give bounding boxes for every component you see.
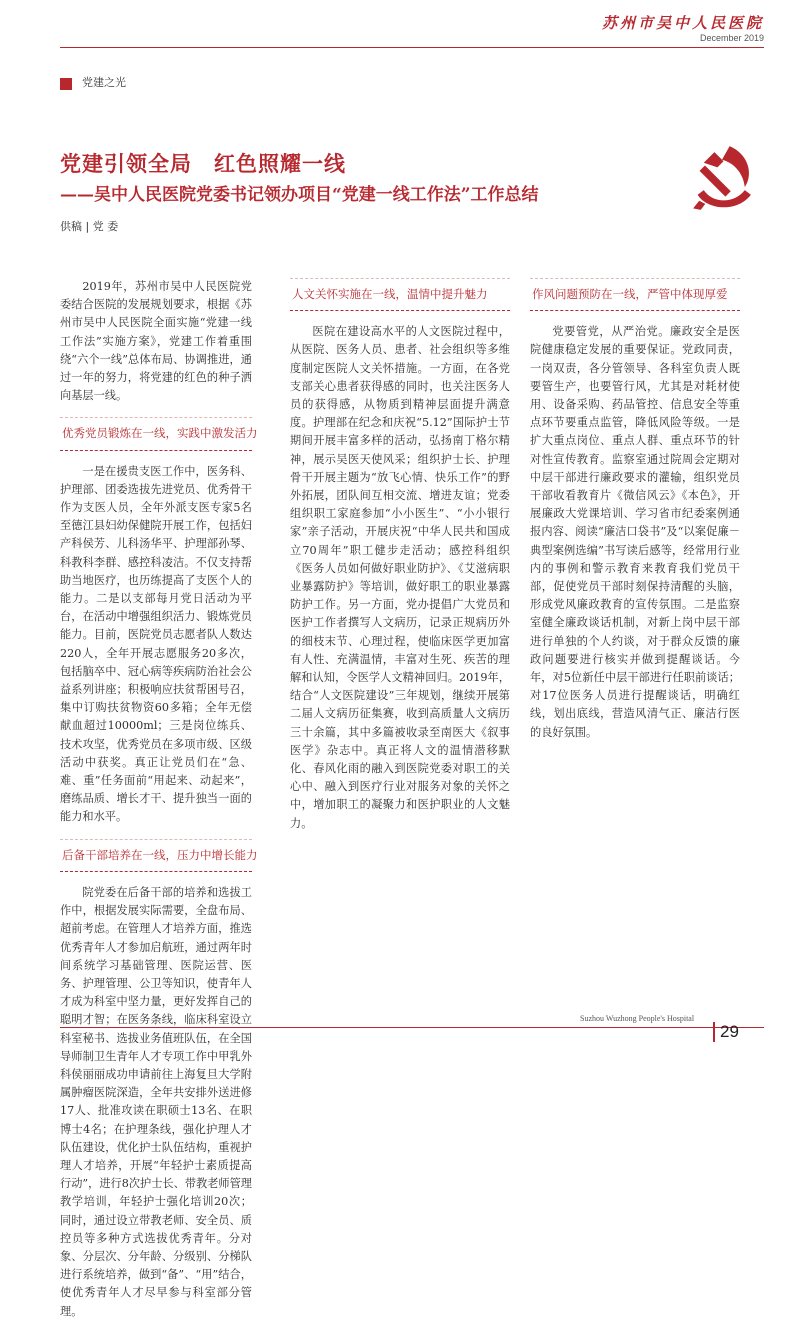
hospital-name: 苏州市吴中人民医院 [601, 14, 764, 32]
column-3 [530, 278, 740, 742]
column-1 [60, 278, 258, 1318]
section-4-paragraph: 党要管党，从严治党。廉政安全是医院健康稳定发展的重要保证。党政同责，一岗双责，各分管领导、各科室负责人既要管生产，也要管行风，尤其是对耗材使用、设备采购、药品管控、信息安全等重点环节要重点监管，降低风险等级。一是扩大重点岗位、重点人群、重点环节的针对性宣传教育。监察室通过院周会定期对中层干部进行廉政要求的灌输，组织党员干部收看教育片《微信风云》《本色》，开展廉政大党课培训、学习省市纪委案例通报内容、阅读“廉洁口袋书”及“以案促廉－典型案例选编”书写读后感等，经常用行业内的事例和警示教育来教育我们党员干部，促使党员干部时刻保持清醒的头脑，形成党风廉政教育的宣传氛围。二是监察室健全廉政谈话机制，对新上岗中层干部进行单独的个人约谈，对于群众反馈的廉政问题要进行核实并做到提醒谈话。今年，对5位新任中层干部进行任职前谈话；对17位医务人员进行提醒谈话，明确红线，划出底线，营造风清气正、廉洁行医的良好氛围。 [530, 325, 740, 739]
column-2 [290, 278, 510, 833]
footer-publication: Suzhou Wuzhong People's Hospital [580, 1014, 695, 1023]
section-heading-2: 后备干部培养在一线，压力中增长能力 [60, 839, 252, 872]
footer-rule [60, 1027, 764, 1028]
section-name: 党建之光 [82, 76, 126, 89]
section-3-paragraph: 医院在建设高水平的人文医院过程中，从医院、医务人员、患者、社会组织等多维度制定医院人文关怀措施。一方面，在各党支部关心患者获得感的同时，也关注医务人员的获得感，从物质到精神层面提升满意度。护理部在纪念和庆祝“5.12”国际护士节期间开展丰富多样的活动，弘扬南丁格尔精神，展示吴医天使风采；组织护士长、护理骨干开展主题为“放飞心情、快乐工作”的野外拓展，团队间互相交流、增进友谊；党委组织职工家庭参加“小小医生”、“小小银行家”亲子活动，开展庆祝“中华人民共和国成立70周年”职工健步走活动；感控科组织《医务人员如何做好职业防护》、《艾滋病职业暴露防护》等培训，做好职工的职业暴露防护工作。另一方面，党办提倡广大党员和医护工作者撰写人文病历，记录正规病历外的细枝末节、心理过程，使临床医学更加富有人性、充满温情，丰富对生死、疾苦的理解和认知，令医学人文精神回归。2019年，结合“人文医院建设”三年规划，继续开展第二届人文病历征集赛，收到高质量人文病历三十余篇，其中多篇被收录至南医大《叙事医学》杂志中。真正将人文的温情潜移默化、春风化雨的融入到医院党委对职工的关心中、融入到医疗行业对服务对象的关怀之中，增加职工的凝聚力和医护职业的人文魅力。 [290, 325, 510, 830]
section-marker [60, 78, 72, 90]
intro-paragraph: 2019年，苏州市吴中人民医院党委结合医院的发展规划要求，根据《苏州市吴中人民医院全面实施“党建一线工作法”实施方案》，党建工作着重围绕“六个一线”总体布局、协调推进，通过一年的努力，将党建的红色的种子洒向基层一线。 [60, 280, 252, 403]
section-heading-3: 人文关怀实施在一线，温情中提升魅力 [290, 278, 510, 311]
party-emblem-icon [684, 140, 760, 216]
section-1-paragraph: 一是在援贵支医工作中，医务科、护理部、团委选拔先进党员、优秀骨干作为支医人员，全年外派支医专家5名至德江县妇幼保健院开展工作，包括妇产科侯芳、儿科汤华平、护理部孙琴、科教科李群、感控科凌洁。不仅支持帮助当地医疗，也历练提高了支医个人的能力。二是以支部每月党日活动为平台，在活动中增强组织活力、锻炼党员能力。目前，医院党员志愿者队人数达220人，全年开展志愿服务20多次，包括脑卒中、冠心病等疾病防治社会公益系列讲座；积极响应扶贫帮困号召，集中订购扶贫物资60多箱；全年无偿献血超过10000ml；三是岗位练兵、技术攻坚，优秀党员在多项市级、区级活动中获奖。真正让党员们在“急、难、重”任务面前“用起来、动起来”，磨练品质、增长才干、提升独当一面的能力和水平。 [60, 464, 252, 824]
page-number-bar [713, 1022, 715, 1042]
section-heading-1: 优秀党员锻炼在一线，实践中激发活力 [60, 417, 252, 450]
header-rule [60, 47, 764, 48]
section-2-paragraph: 院党委在后备干部的培养和选拔工作中，根据发展实际需要，全盘布局、超前考虑。在管理人才培养方面，推选优秀青年人才参加启航班，通过两年时间系统学习基础管理、医院运营、医务、护理管理、公卫等知识，使青年人才成为科室中坚力量，更好发挥自己的聪明才智；在医务条线，临床科室设立科室秘书、选拔业务值班队伍，在全国导师制卫生青年人才专项工作中甲乳外科侯丽丽成功申请前往上海复旦大学附属肿瘤医院深造，全年共安排外送进修17人、批准攻读在职硕士13名、在职博士4名；在护理条线，强化护理人才队伍建设，优化护士队伍结构，重视护理人才培养，开展“年轻护士素质提高行动”，进行8次护士长、带教老师管理教学培训，年轻护士强化培训20次；同时，通过设立带教老师、安全员、质控员等多种方式选拔优秀青年。分对象、分层次、分年龄、分级别、分梯队进行系统培养，做到“备”、“用”结合，使优秀青年人才尽早参与科室部分管理。 [60, 885, 252, 1318]
byline: 供稿 | 党 委 [60, 220, 119, 233]
article-title: 党建引领全局 红色照耀一线 [60, 151, 346, 176]
page-number: 29 [720, 1022, 739, 1041]
issue-date: December 2019 [699, 33, 764, 43]
article-subtitle: ——吴中人民医院党委书记领办项目“党建一线工作法”工作总结 [60, 185, 539, 205]
section-heading-4: 作风问题预防在一线，严管中体现厚爱 [530, 278, 740, 311]
